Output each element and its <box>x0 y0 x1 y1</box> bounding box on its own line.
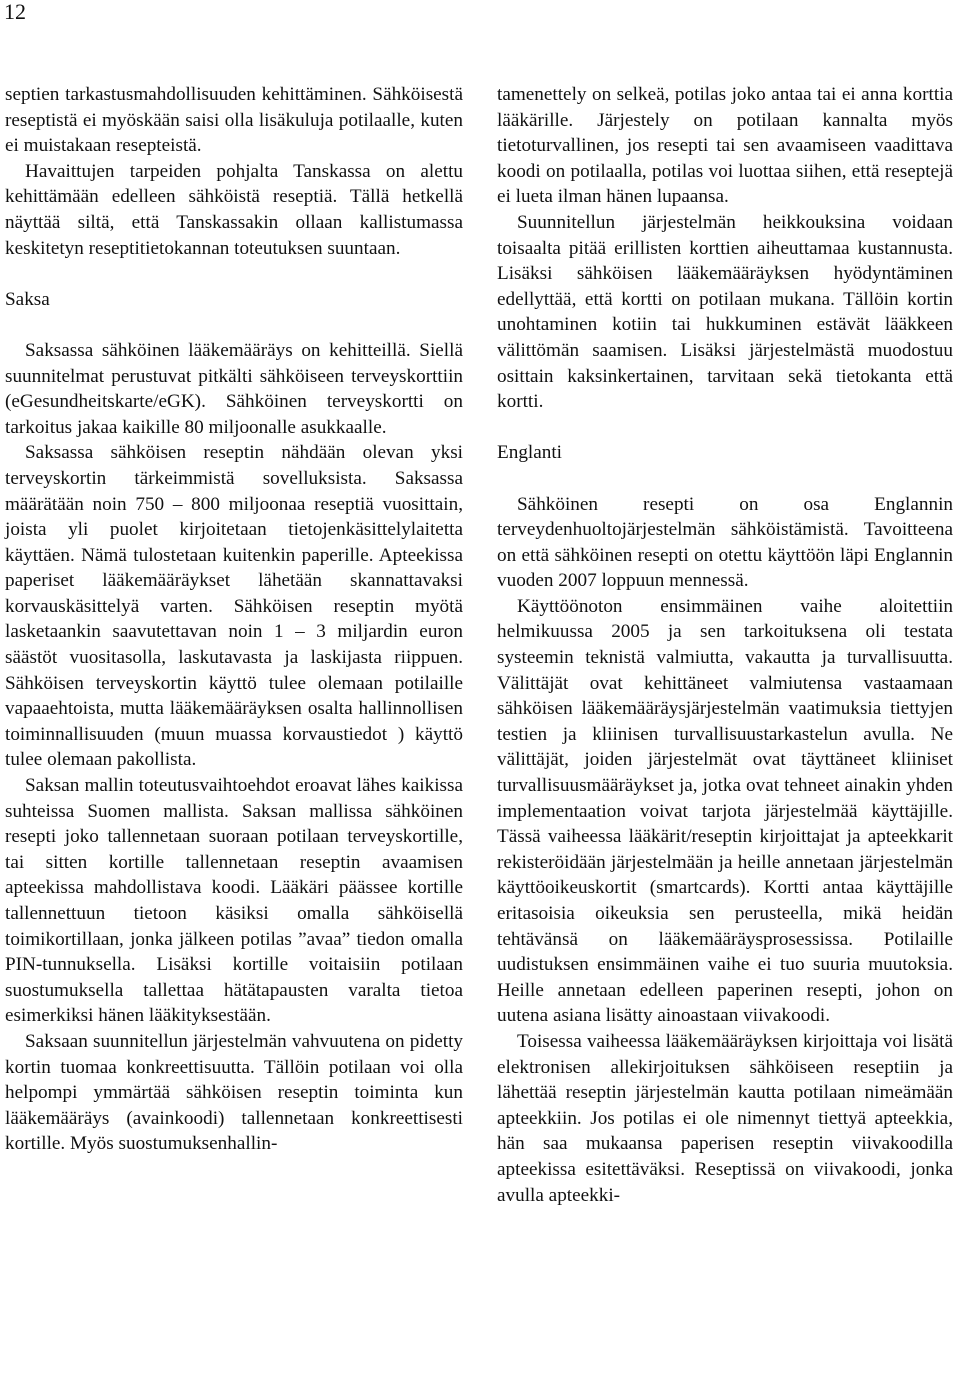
paragraph-left-2: Havaittujen tarpeiden pohjalta Tanskassa on alettu kehittämään edelleen sähköistä reseptiä. Tällä hetkellä näyttää siltä, että Tanskassakin ollaan kallistumassa keskitetyn reseptitietokannan toteutuksen suuntaan. <box>5 160 463 259</box>
section-heading-saksa: Saksa <box>5 288 50 310</box>
paragraph-left-5: Saksan mallin toteutusvaihtoehdot eroavat lähes kaikissa suhteissa Suomen mallista. Saksan mallissa sähköinen resepti joko tallennetaan suoraan potilaan terveyskortille, tai sitten kortille tallennetaan reseptin avaamisen apteekissa mahdollistava koodi. Lääkäri päässee kortille tallennettuun tietoon käsiksi omalla sähköisellä toimikortillaan, jonka jälkeen potilas ”avaa” tiedon omalla PIN-tunnuksella. Lisäksi kortille voitaisiin potilaan suostumuksella tallettaa hätätapausten varalta tietoa esimerkiksi hänen lääkityksestään. <box>5 775 463 1027</box>
paragraph-right-2: Suunnitellun järjestelmän heikkouksina voidaan toisaalta pitää erillisten korttien aiheuttamaa kustannusta. Lisäksi sähköisen lääkemääräyksen hyödyntäminen edellyttää, että kortti on potilaan mukana. Tällöin kortin unohtaminen kotiin tai hukkuminen estävät lääkkeen välittömän saamisen. Lisäksi järjestelmästä muodostuu osittain kaksinkertainen, tarvitaan sekä tietokanta että kortti. <box>497 211 953 413</box>
paragraph-left-1: septien tarkastusmahdollisuuden kehittäminen. Sähköisestä reseptistä ei myöskään saisi olla lisäkuluja potilaalle, kuten ei muistakaan resepteistä. <box>5 84 463 157</box>
paragraph-left-4: Saksassa sähköisen reseptin nähdään olevan yksi terveyskortin tärkeimmistä sovelluksista. Saksassa määrätään noin 750 – 800 miljoonaa reseptiä vuosittain, joista yli puolet kirjoitetaan tietojenkäsittelylaitetta käyttäen. Nämä tulostetaan kuitenkin paperille. Apteekissa paperiset lääkemääräykset lähetään skannattavaksi korvauskäsittelyä varten. Sähköisen reseptin myötä lasketaankin saavutettavan noin 1 – 3 miljardin euron säästöt vuositasolla, laskutavasta ja laskijasta riippuen. Sähköisen terveyskortin käyttö tulee olemaan potilaille vapaaehtoista, mutta lääkemääräyksen osalta hallinnollisen toiminnallisuuden (muun muassa korvaustiedot ) käyttö tulee olemaan pakollista. <box>5 442 463 771</box>
paragraph-left-3: Saksassa sähköinen lääkemääräys on kehitteillä. Siellä suunnitelmat perustuvat pitkälti sähköiseen terveyskorttiin (eGesundheitskarte/eGK). Sähköinen terveyskortti on tarkoitus jakaa kaikille 80 miljoonalle asukkaalle. <box>5 339 463 438</box>
page-number: 12 <box>4 0 26 24</box>
paragraph-right-3: Sähköinen resepti on osa Englannin terveydenhuoltojärjestelmän sähköistämistä. Tavoitteena on että sähköinen resepti on otettu käyttöön läpi Englannin vuoden 2007 loppuun mennessä. <box>497 493 953 592</box>
left-column <box>5 82 463 1157</box>
paragraph-left-6: Saksaan suunnitellun järjestelmän vahvuutena on pidetty kortin tuomaa konkreettisuutta. Tällöin potilaan voi olla helpompi ymmärtää sähköisen reseptin toiminta kun lääkemääräys (avainkoodi) tallennetaan konkreettisesti kortille. Myös suostumuksenhallin- <box>5 1030 463 1155</box>
paragraph-right-1: tamenettely on selkeä, potilas joko antaa tai ei anna korttia lääkärille. Järjestely on potilaan kannalta myös tietoturvallinen, jos resepti tai sen avaamiseen vaadittava koodi on potilaalla, potilas voi luottaa siihen, että reseptejä ei lueta ilman hänen lupaansa. <box>497 84 953 208</box>
paragraph-right-4: Käyttöönoton ensimmäinen vaihe aloitettiin helmikuussa 2005 ja sen tarkoituksena oli testata systeemin teknistä valmiutta, vakautta ja turvallisuutta. Välittäjät ovat kehittäneet valmiutensa vastaamaan sähköisen lääkemääräysjärjestelmän vaatimuksia tiettyjen testien ja kliinisen turvallisuustarkastelun avulla. Ne välittäjät, joiden järjestelmät ovat täyttäneet kliiniset turvallisuusmääräykset ja, jotka ovat tehneet ainakin yhden implementaation voivat tarjota järjestelmää käyttäjille. Tässä vaiheessa lääkärit/reseptin kirjoittajat ja apteekkarit rekisteröidään järjestelmään ja heille annetaan järjestelmän käyttöoikeuskortit (smartcards). Kortti antaa käyttäjille eritasoisia oikeuksia sen perusteella, mikä heidän tehtävänsä on lääkemääräysprosessissa. Potilaille uudistuksen ensimmäinen vaihe ei tuo suuria muutoksia. Heille annetaan edelleen paperinen resepti, johon on uutena asiana lisätty ainoastaan viivakoodi. <box>497 595 953 1027</box>
right-column <box>497 82 953 1208</box>
section-heading-englanti: Englanti <box>497 442 563 464</box>
paragraph-right-5: Toisessa vaiheessa lääkemääräyksen kirjoittaja voi lisätä elektronisen allekirjoituksen sähköiseen reseptiin ja lähettää reseptin järjestelmän kautta potilaan nimeämään apteekkiin. Jos potilas ei ole nimennyt tiettyä apteekkia, hän saa mukaansa paperisen reseptin viivakoodilla apteekissa esitettäväksi. Reseptissä on viivakoodi, jonka avulla apteekki- <box>497 1030 953 1206</box>
